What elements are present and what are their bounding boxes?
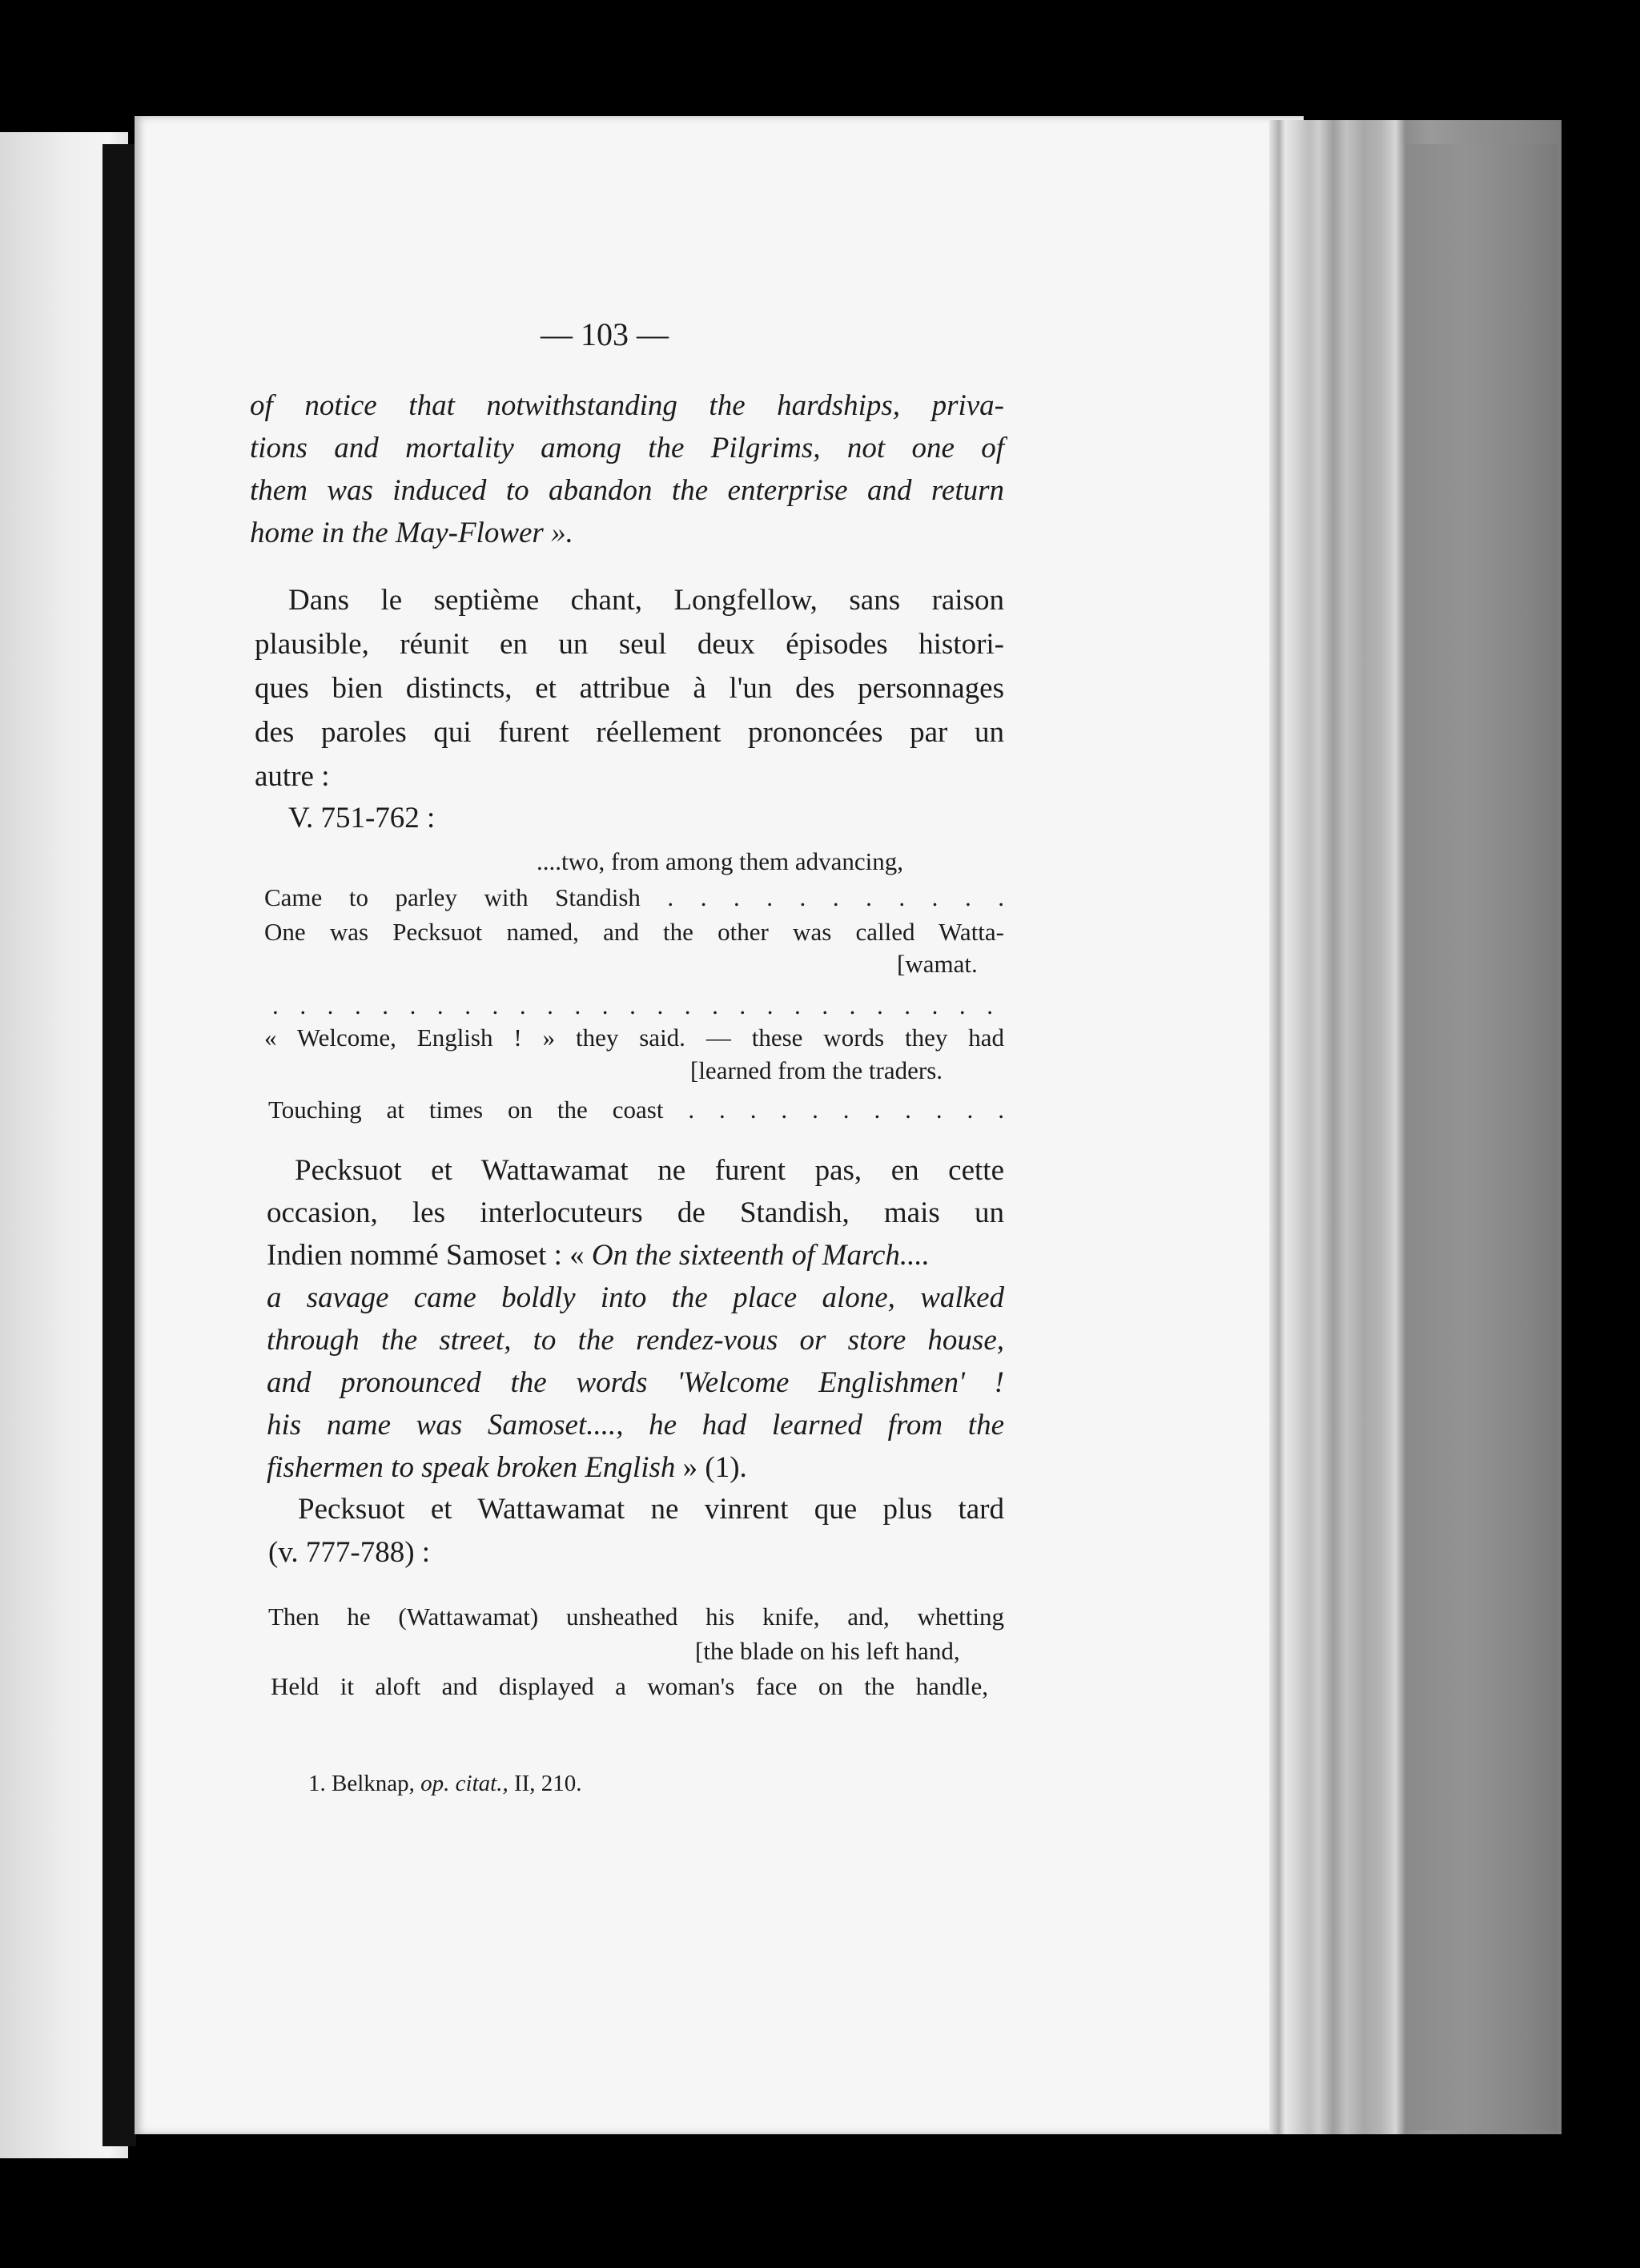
- verse-reference-1: V. 751-762 :: [288, 802, 436, 834]
- para2-line-7: his name was Samoset...., he had learned from the: [267, 1409, 1004, 1442]
- verse1-line-7: [learned from the traders.: [690, 1056, 943, 1084]
- para3-line-2: (v. 777-788) :: [268, 1536, 431, 1569]
- verse2-line-2: [the blade on his left hand,: [695, 1637, 960, 1665]
- para1-line-3: ques bien distincts, et attribue à l'un des personnages: [255, 672, 1004, 705]
- para2-line-8: [267, 1453, 747, 1482]
- para2-line-6: and pronounced the words 'Welcome Englishmen' !: [267, 1366, 1004, 1399]
- footnote-italic: op. citat.,: [420, 1771, 508, 1796]
- footnote-ref: II, 210.: [513, 1771, 582, 1796]
- para2-line-3-italic: On the sixteenth of March....: [591, 1239, 930, 1272]
- footnote: [308, 1772, 582, 1796]
- para2-line-3-roman: Indien nommé Samoset : «: [267, 1239, 592, 1272]
- para3-line-1: Pecksuot et Wattawamat ne vinrent que plus tard: [298, 1493, 1004, 1526]
- running-head: — 103 —: [541, 316, 669, 352]
- verse1-line-2: Came to parley with Standish . . . . . . . . . . .: [264, 883, 1004, 911]
- para1-line-5: autre :: [255, 760, 330, 793]
- para1-line-2: plausible, réunit en un seul deux épisodes histori-: [255, 628, 1004, 661]
- quote-line-3: them was induced to abandon the enterprise and return: [250, 474, 1004, 507]
- para2-line-3: [267, 1241, 930, 1270]
- verse1-line-6: « Welcome, English ! » they said. — these words they had: [264, 1023, 1004, 1052]
- book-cover-edge: [1405, 144, 1558, 2130]
- verse1-line-5: . . . . . . . . . . . . . . . . . . . . . . . . . . .: [272, 991, 993, 1019]
- para2-line-2: occasion, les interlocuteurs de Standish, mais un: [267, 1196, 1004, 1229]
- quote-line-4: home in the May-Flower ».: [250, 517, 573, 549]
- verse1-line-4: [wamat.: [897, 950, 978, 978]
- book-gutter: [102, 144, 136, 2146]
- para2-line-4: a savage came boldly into the place alone, walked: [267, 1281, 1004, 1314]
- verse1-line-8: Touching at times on the coast . . . . . . . . . . .: [268, 1096, 1004, 1124]
- verse2-line-1: Then he (Wattawamat) unsheathed his knife, and, whetting: [268, 1602, 1004, 1631]
- footnote-number: 1.: [308, 1771, 326, 1796]
- para1-line-4: des paroles qui furent réellement prononcées par un: [255, 716, 1004, 749]
- para2-line-8-italic: fishermen to speak broken English: [267, 1451, 676, 1484]
- para2-line-1: Pecksuot et Wattawamat ne furent pas, en cette: [295, 1154, 1004, 1187]
- para2-line-5: through the street, to the rendez-vous or store house,: [267, 1324, 1004, 1357]
- quote-line-2: tions and mortality among the Pilgrims, not one of: [250, 432, 1004, 464]
- para1-line-1: Dans le septième chant, Longfellow, sans raison: [288, 584, 1004, 617]
- verse2-line-3: Held it aloft and displayed a woman's face on the handle,: [271, 1672, 988, 1700]
- verse1-line-1: ....two, from among them advancing,: [537, 847, 904, 875]
- footnote-author: Belknap,: [332, 1771, 415, 1796]
- verse1-line-3: One was Pecksuot named, and the other was called Watta-: [264, 918, 1004, 946]
- quote-line-1: of notice that notwithstanding the hardships, priva-: [250, 389, 1004, 422]
- para2-line-8-roman: » (1).: [675, 1451, 747, 1484]
